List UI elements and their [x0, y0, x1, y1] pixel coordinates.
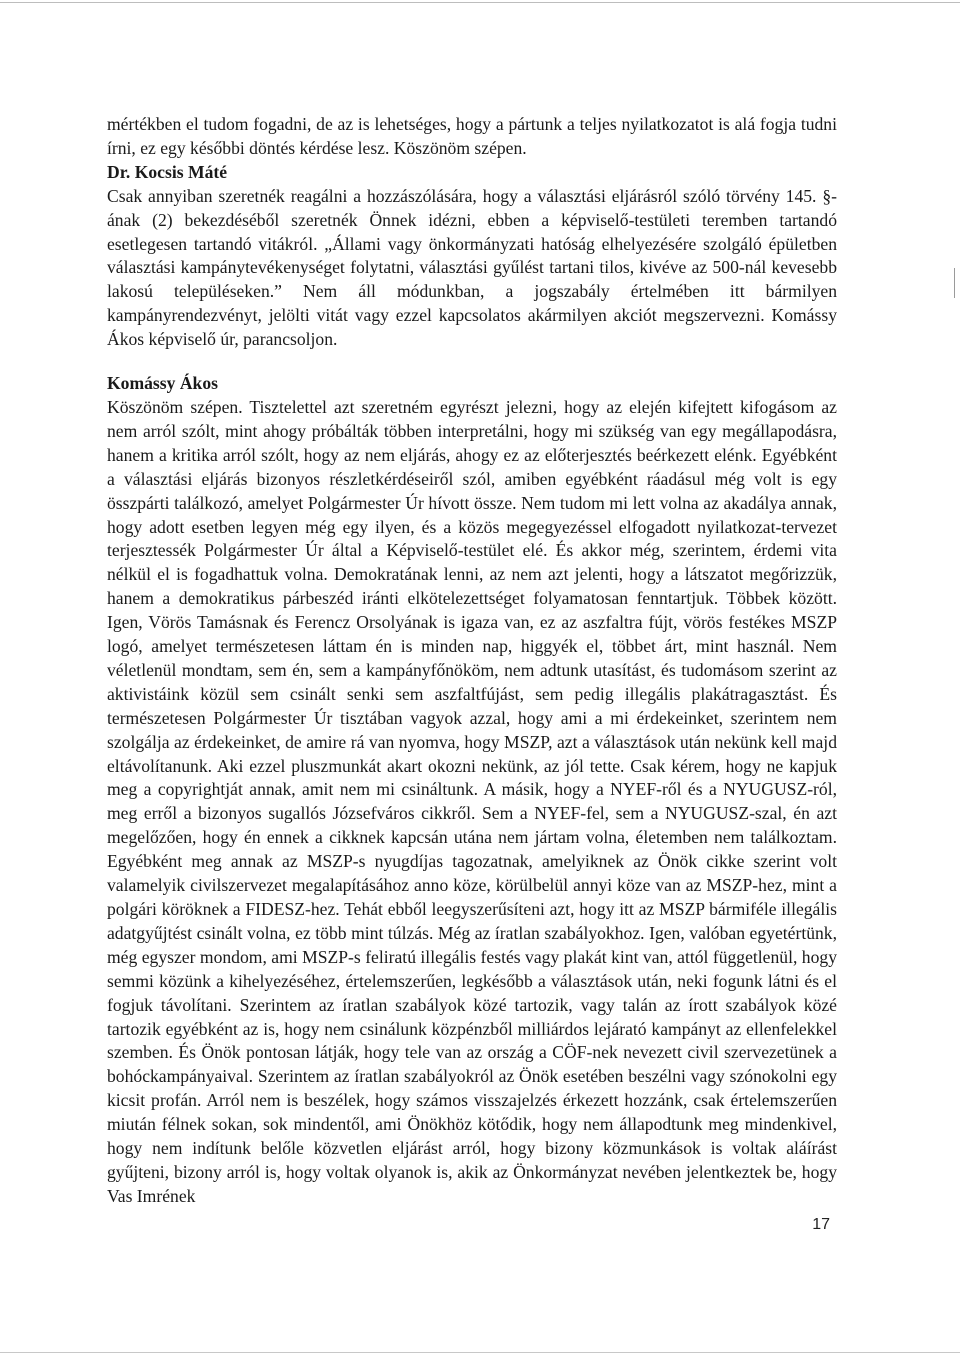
- speaker-name: Komássy Ákos: [107, 373, 218, 394]
- scan-edge-top: [0, 2, 960, 3]
- paragraph-continuation: mértékben el tudom fogadni, de az is lehetséges, hogy a pártunk a teljes nyilatkozatot is alá fogja tudni írni, ez egy későbbi döntés kérdése lesz. Köszönöm szépen.: [107, 114, 837, 158]
- paragraph-speech: Köszönöm szépen. Tisztelettel azt szeretném egyrészt jelezni, hogy az elején kifejtett kifogásom az nem arról szólt, mint ahogy próbálták többen interpretálni, hogy mi szükség van egy megállapodásra, hanem a kritika arról szólt, hogy az nem eljárás, ahogy ez az előterjesztés beérkezett elénk. Egyébként a választási eljárás bizonyos részletkérdéseiről szól, amiben egyébként ráadásul még volt is egy összpárti találkozó, amelyet Polgármester Úr hívott össze. Nem tudom mi lett volna az akadálya annak, hogy adott esetben legyen még egy ilyen, és a közös megegyezéssel elfogadott nyilatkozat-tervezet terjesztessék Polgármester Úr által a Képviselő-testület elé. És akkor még, szerintem, érdemi vita nélkül el is fogadhattuk volna. Demokratának lenni, az nem azt jelenti, hogy a látszatot megőrizzük, hanem a demokratikus párbeszéd iránti elkötelezettséget folyamatosan fenntartjuk. Többek között. Igen, Vörös Tamásnak és Ferencz Orsolyának is igaza van, ez az aszfaltra fújt, vörös festékes MSZP logó, amelyet természetesen láttam én is minden nap, higgyék el, többet árt, mint használ. Nem véletlenül mondtam, sem én, sem a kampányfőnököm, nem adtunk utasítást, és tudomásom szerint az aktivistáink közül sem csinált senki sem aszfaltfújást, sem pedig illegális plakátragasztást. És természetesen Polgármester Úr tisztában vagyok azzal, hogy ami a mi érdekeinket, szerintem nem szolgálja az érdekeinket, de amire rá van nyomva, hogy MSZP, azt a választások után nekünk kell majd eltávolítanunk. Aki ezzel pluszmunkát akart okozni nekünk, az jól tette. Csak kérem, hogy ne kapjuk meg a copyrightját annak, amit nem mi csináltunk. A másik, hogy a NYEF-ről és a NYUGUSZ-ról, meg erről a bizonyos sugallós Józsefváros cikkről. Sem a NYEF-fel, sem a NYUGUSZ-szal, én azt megelőzően, hogy én ennek a cikknek kapcsán utána nem jártam volna, életemben nem találkoztam. Egyébként meg annak az MSZP-s nyugdíjas tagozatnak, amelyiknek az Önök cikke szerint volt valamelyik civilszervezet megalapításához anno köze, körülbelül annyi köze van az MSZP-hez, mint a polgári köröknek a FIDESZ-hez. Tehát ebből leegyszerűsíteni azt, hogy itt az MSZP bármiféle illegális adatgyűjtést csinált volna, ez több mint túlzás. Még az íratlan szabályokhoz. Igen, valóban egyetértünk, még egyszer mondom, ami MSZP-s feliratú illegális festés vagy plakát kint van, attól függetlenül, hogy semmi közünk a kihelyezéséhez, értelemszerűen, legkésőbb a választások után, neki fogunk látni és el fogjuk távolítani. Szerintem az íratlan szabályok közé tartozik, vagy talán az írott szabályok közé tartozik egyébként az is, hogy nem csinálunk közpénzből milliárdos lejárató kampányt az ellenfelekkel szemben. És Önök pontosan látják, hogy tele van az ország a CÖF-nek nevezett civil szervezetünek a bohóckampányaival. Szerintem az íratlan szabályokról az Önök esetében beszélni vagy szónokolni egy kicsit profán. Arról nem is beszélek, hogy számos visszajelzés érkezett hozzánk, csak értelemszerűen miután félnek sokan, sok mindentől, ami Önökhöz kötődik, hogy nem állapodtunk meg mindenkivel, hogy nem indítunk belőle közvetlen eljárást arról, hogy bizony közmunkások is voltak aláírást gyűjteni, bizony arról is, hogy voltak olyanok is, akik az Önkormányzat nevében jelentkeztek be, hogy Vas Imrének: [107, 396, 837, 1206]
- paragraph-speech: Csak annyiban szeretnék reagálni a hozzászólására, hogy a választási eljárásról szóló törvény 145. §-ának (2) bekezdéséből szeretnék Önnek idézni, ebben a képviselő-testületi teremben tartandó esetlegesen tartandó vitákról. „Állami vagy önkormányzati hatóság elhelyezésére szolgáló épületben választási kampánytevékenységet folytatni, választási gyűlést tartani tilos, kivéve az 500-nál kevesebb lakosú településeken.” Nem áll módunkban, a jogszabály értelmében itt bármilyen kampányrendezvényt, jelölti vitát vagy ezzel kapcsolatos akármilyen akciót megszervezni. Komássy Ákos képviselő úr, parancsoljon.: [107, 185, 837, 350]
- page-number: 17: [812, 1216, 830, 1233]
- scan-mark-right: [954, 268, 955, 298]
- document-body: [107, 113, 837, 1209]
- scan-edge-bottom: [0, 1352, 960, 1353]
- speaker-name: Dr. Kocsis Máté: [107, 161, 228, 182]
- paragraph-gap: [107, 352, 837, 372]
